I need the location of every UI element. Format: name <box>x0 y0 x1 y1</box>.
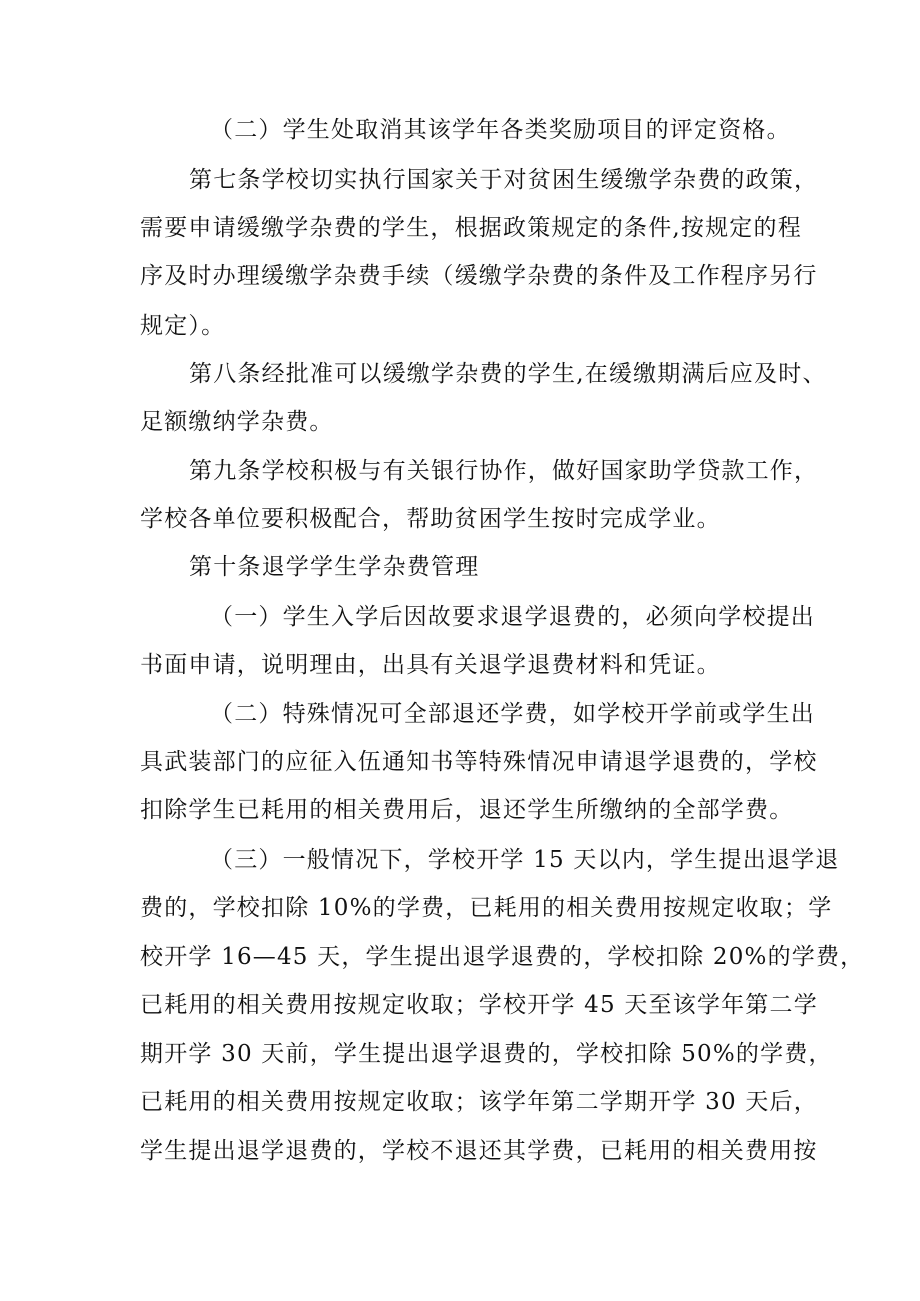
paragraph-line: （二）特殊情况可全部退还学费，如学校开学前或学生出 <box>210 701 815 727</box>
paragraph-line: 已耗用的相关费用按规定收取；学校开学 45 天至该学年第二学 <box>140 992 818 1018</box>
paragraph-line: （二）学生处取消其该学年各类奖励项目的评定资格。 <box>210 117 791 143</box>
paragraph-line: 学校各单位要积极配合，帮助贫困学生按时完成学业。 <box>140 506 721 532</box>
paragraph-line: 第九条学校积极与有关银行协作，做好国家助学贷款工作， <box>189 458 819 484</box>
paragraph-line: 校开学 16—45 天，学生提出退学退费的，学校扣除 20%的学费， <box>140 944 865 970</box>
paragraph-line: 费的，学校扣除 10%的学费，已耗用的相关费用按规定收取；学 <box>140 895 833 921</box>
paragraph-line: 扣除学生已耗用的相关费用后，退还学生所缴纳的全部学费。 <box>140 797 794 823</box>
section-heading: 第十条退学学生学杂费管理 <box>189 554 480 580</box>
paragraph-line: 书面申请，说明理由，出具有关退学退费材料和凭证。 <box>140 652 721 678</box>
paragraph-line: 期开学 30 天前，学生提出退学退费的，学校扣除 50%的学费， <box>140 1041 833 1067</box>
paragraph-line: 序及时办理缓缴学杂费手续（缓缴学杂费的条件及工作程序另行 <box>140 263 818 289</box>
paragraph-line: 已耗用的相关费用按规定收取；该学年第二学期开学 30 天后， <box>140 1089 818 1115</box>
paragraph-line: 足额缴纳学杂费。 <box>140 409 334 435</box>
paragraph-line: 需要申请缓缴学杂费的学生，根据政策规定的条件,按规定的程 <box>140 215 802 241</box>
paragraph-line: （三）一般情况下，学校开学 15 天以内，学生提出退学退 <box>210 847 840 873</box>
paragraph-line: （一）学生入学后因故要求退学退费的，必须向学校提出 <box>210 604 815 630</box>
paragraph-line: 规定）。 <box>140 313 226 339</box>
paragraph-line: 第八条经批准可以缓缴学杂费的学生,在缓缴期满后应及时、 <box>189 361 827 387</box>
paragraph-line: 具武装部门的应征入伍通知书等特殊情况申请退学退费的，学校 <box>140 749 818 775</box>
paragraph-line: 第七条学校切实执行国家关于对贫困生缓缴学杂费的政策， <box>189 167 819 193</box>
paragraph-line: 学生提出退学退费的，学校不退还其学费，已耗用的相关费用按 <box>140 1138 818 1164</box>
